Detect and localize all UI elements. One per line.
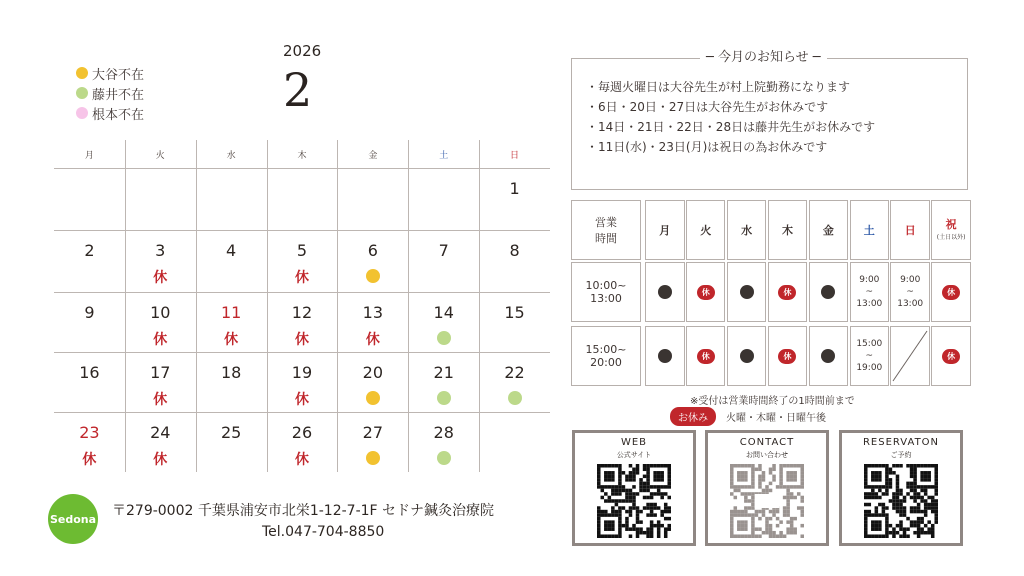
qr-subtitle: ご予約	[890, 451, 912, 459]
day-number: 28	[433, 423, 454, 442]
closed-mark: 休	[153, 392, 168, 408]
day-number: 9	[84, 303, 95, 322]
day-number: 26	[291, 423, 313, 442]
notice-item: ・毎週火曜日は大谷先生が村上院勤務になります	[586, 80, 851, 94]
notice-list	[572, 59, 967, 157]
notice-box	[571, 58, 968, 190]
absence-dot	[437, 331, 451, 345]
legend-item-nemoto	[76, 103, 144, 123]
qr-title: CONTACT	[739, 437, 795, 448]
day-label: 木	[781, 224, 793, 237]
day-number: 10	[150, 303, 171, 322]
closed-mark: 休	[294, 452, 309, 468]
weekday-header: 土	[439, 150, 449, 161]
notice-title: ─ 今月のお知らせ ─	[700, 46, 827, 65]
hours-cell	[890, 262, 930, 322]
hours-time-label: 15:00~ 20:00	[571, 326, 641, 386]
day-number: 15	[504, 303, 525, 322]
legend-label: 藤井不在	[92, 87, 145, 103]
telephone: Tel.047-704-8850	[262, 524, 385, 540]
weekday-header: 水	[226, 150, 236, 161]
calendar-day	[408, 231, 479, 291]
calendar-day	[125, 231, 196, 291]
calendar-day	[267, 353, 338, 413]
day-label: 土	[863, 224, 875, 237]
hours-cell	[686, 326, 726, 386]
closed-days: 火曜・木曜・日曜午後	[726, 413, 826, 424]
closed-pill: 休	[942, 285, 960, 300]
calendar-day	[479, 293, 550, 353]
weekday-header: 火	[155, 150, 165, 161]
absence-dot	[437, 451, 451, 465]
qr-subtitle: お問い合わせ	[746, 451, 788, 459]
calendar-day	[54, 413, 125, 473]
hours-day-header	[768, 200, 808, 260]
hours-cell	[931, 262, 971, 322]
hours-cell	[931, 326, 971, 386]
address: 〒279-0002 千葉県浦安市北栄1-12-7-1F セドナ鍼灸治療院	[112, 503, 495, 519]
hours-cell	[809, 326, 849, 386]
qr-code-icon[interactable]	[597, 464, 671, 538]
absence-dot	[366, 451, 380, 465]
day-number: 4	[226, 241, 237, 260]
notice-item: ・11日(水)・23日(月)は祝日の為お休みです	[586, 140, 828, 154]
calendar-day	[267, 231, 338, 291]
calendar-row-divider	[54, 168, 550, 169]
open-dot	[658, 349, 672, 363]
legend-dot-fujii	[76, 87, 88, 99]
legend	[76, 63, 144, 123]
day-number: 21	[433, 363, 454, 382]
hours-day-header	[645, 200, 685, 260]
closed-mark: 休	[294, 332, 309, 348]
notice-item: ・14日・21日・22日・28日は藤井先生がお休みです	[586, 120, 876, 134]
sedona-logo	[48, 494, 98, 544]
closed-mark: 休	[153, 452, 168, 468]
day-number: 2	[84, 241, 95, 260]
day-sublabel: (土日以外)	[936, 234, 966, 241]
legend-dot-otani	[76, 67, 88, 79]
weekday-header: 日	[510, 150, 520, 161]
closed-tag: お休み	[670, 407, 716, 426]
calendar-day	[54, 353, 125, 413]
day-label: 水	[741, 224, 753, 237]
absence-dot	[508, 391, 522, 405]
closed-mark: 休	[82, 452, 97, 468]
calendar-day	[54, 293, 125, 353]
absence-dot	[366, 391, 380, 405]
weekday-header: 金	[368, 150, 378, 161]
day-number: 7	[438, 241, 449, 260]
calendar-day	[196, 413, 267, 473]
day-number: 11	[220, 303, 242, 322]
weekday-header: 月	[84, 150, 94, 161]
legend-label: 大谷不在	[92, 67, 145, 83]
closed-pill: 休	[778, 349, 796, 364]
notice-item: ・6日・20日・27日は大谷先生がお休みです	[586, 100, 829, 114]
closed-mark: 休	[224, 332, 239, 348]
day-number: 25	[220, 423, 242, 442]
day-number: 20	[362, 363, 384, 382]
calendar-day	[267, 293, 338, 353]
open-dot	[821, 349, 835, 363]
calendar-month: 2	[283, 63, 313, 117]
open-dot	[821, 285, 835, 299]
notice-title-text: 今月のお知らせ	[717, 50, 809, 65]
hours-day-header	[809, 200, 849, 260]
open-dot	[658, 285, 672, 299]
calendar-day	[196, 293, 267, 353]
hours-cell	[890, 326, 930, 386]
day-number: 12	[291, 303, 313, 322]
hours-day-header	[890, 200, 930, 260]
open-dot	[740, 285, 754, 299]
logo-text: Sedona	[49, 512, 97, 526]
day-label: 祝	[945, 218, 957, 231]
calendar-day	[125, 353, 196, 413]
closed-pill: 休	[697, 285, 715, 300]
slash-line	[893, 331, 927, 381]
calendar-day	[408, 353, 479, 413]
calendar-day	[479, 231, 550, 291]
hours-time-label: 10:00~ 13:00	[571, 262, 641, 322]
hours-header-label: 営業 時間	[571, 200, 641, 260]
hours-cell	[768, 262, 808, 322]
closed-mark: 休	[294, 270, 309, 286]
hours-cell	[768, 326, 808, 386]
day-number: 3	[155, 241, 166, 260]
slash-mark	[891, 327, 929, 385]
qr-subtitle: 公式サイト	[616, 451, 652, 459]
legend-item-fujii	[76, 83, 144, 103]
qr-title: RESERVATON	[862, 437, 940, 448]
qr-code-icon[interactable]	[730, 464, 804, 538]
day-number: 17	[150, 363, 171, 382]
qr-title: WEB	[620, 437, 648, 448]
closed-pill: 休	[697, 349, 715, 364]
day-number: 13	[362, 303, 384, 322]
hours-cell	[850, 326, 890, 386]
day-number: 14	[433, 303, 454, 322]
calendar-day	[337, 353, 408, 413]
hours-day-header	[931, 200, 971, 260]
closed-mark: 休	[365, 332, 380, 348]
day-number: 18	[220, 363, 242, 382]
closed-pill: 休	[778, 285, 796, 300]
open-dot	[740, 349, 754, 363]
hours-cell	[645, 262, 685, 322]
hours-text: 9:00 ~ 13:00	[856, 275, 883, 309]
closed-mark: 休	[153, 332, 168, 348]
weekday-header: 木	[297, 150, 307, 161]
day-number: 16	[79, 363, 100, 382]
day-number: 22	[504, 363, 525, 382]
day-label: 火	[700, 224, 712, 237]
day-number: 24	[150, 423, 171, 442]
hours-day-header	[850, 200, 890, 260]
day-number: 1	[509, 179, 520, 198]
day-number: 27	[362, 423, 384, 442]
qr-code-icon[interactable]	[864, 464, 938, 538]
calendar-day	[479, 353, 550, 413]
absence-dot	[437, 391, 451, 405]
closed-mark: 休	[153, 270, 168, 286]
calendar-day	[337, 231, 408, 291]
day-number: 5	[296, 241, 308, 260]
day-label: 日	[904, 224, 916, 237]
hours-cell	[809, 262, 849, 322]
calendar-day	[408, 413, 479, 473]
hours-text: 15:00 ~ 19:00	[856, 339, 883, 373]
calendar-day	[479, 169, 550, 229]
hours-cell	[645, 326, 685, 386]
day-label: 月	[659, 224, 671, 237]
day-number: 8	[509, 241, 520, 260]
legend-label: 根本不在	[92, 107, 145, 123]
hours-cell	[850, 262, 890, 322]
hours-day-header	[727, 200, 767, 260]
calendar-day	[267, 413, 338, 473]
hours-cell	[727, 262, 767, 322]
reception-note: ※受付は営業時間終了の1時間前まで	[690, 396, 855, 407]
qr-box-reservaton[interactable]	[839, 430, 963, 546]
closed-mark: 休	[294, 392, 309, 408]
calendar-day	[54, 231, 125, 291]
qr-box-web[interactable]	[572, 430, 696, 546]
hours-day-header	[686, 200, 726, 260]
hours-cell	[727, 326, 767, 386]
qr-box-contact[interactable]	[705, 430, 829, 546]
day-label: 金	[822, 224, 834, 237]
absence-dot	[366, 269, 380, 283]
calendar-day	[196, 231, 267, 291]
legend-item-otani	[76, 63, 144, 83]
day-number: 19	[291, 363, 313, 382]
calendar-day	[125, 293, 196, 353]
day-number: 6	[367, 241, 378, 260]
calendar-day	[125, 413, 196, 473]
closed-pill: 休	[942, 349, 960, 364]
day-number: 23	[79, 423, 100, 442]
calendar-grid	[54, 140, 550, 472]
hours-cell	[686, 262, 726, 322]
calendar-day	[337, 293, 408, 353]
legend-dot-nemoto	[76, 107, 88, 119]
calendar-day	[408, 293, 479, 353]
calendar-day	[337, 413, 408, 473]
hours-text: 9:00 ~ 13:00	[897, 275, 924, 309]
calendar-day	[196, 353, 267, 413]
calendar-year: 2026	[283, 42, 322, 60]
